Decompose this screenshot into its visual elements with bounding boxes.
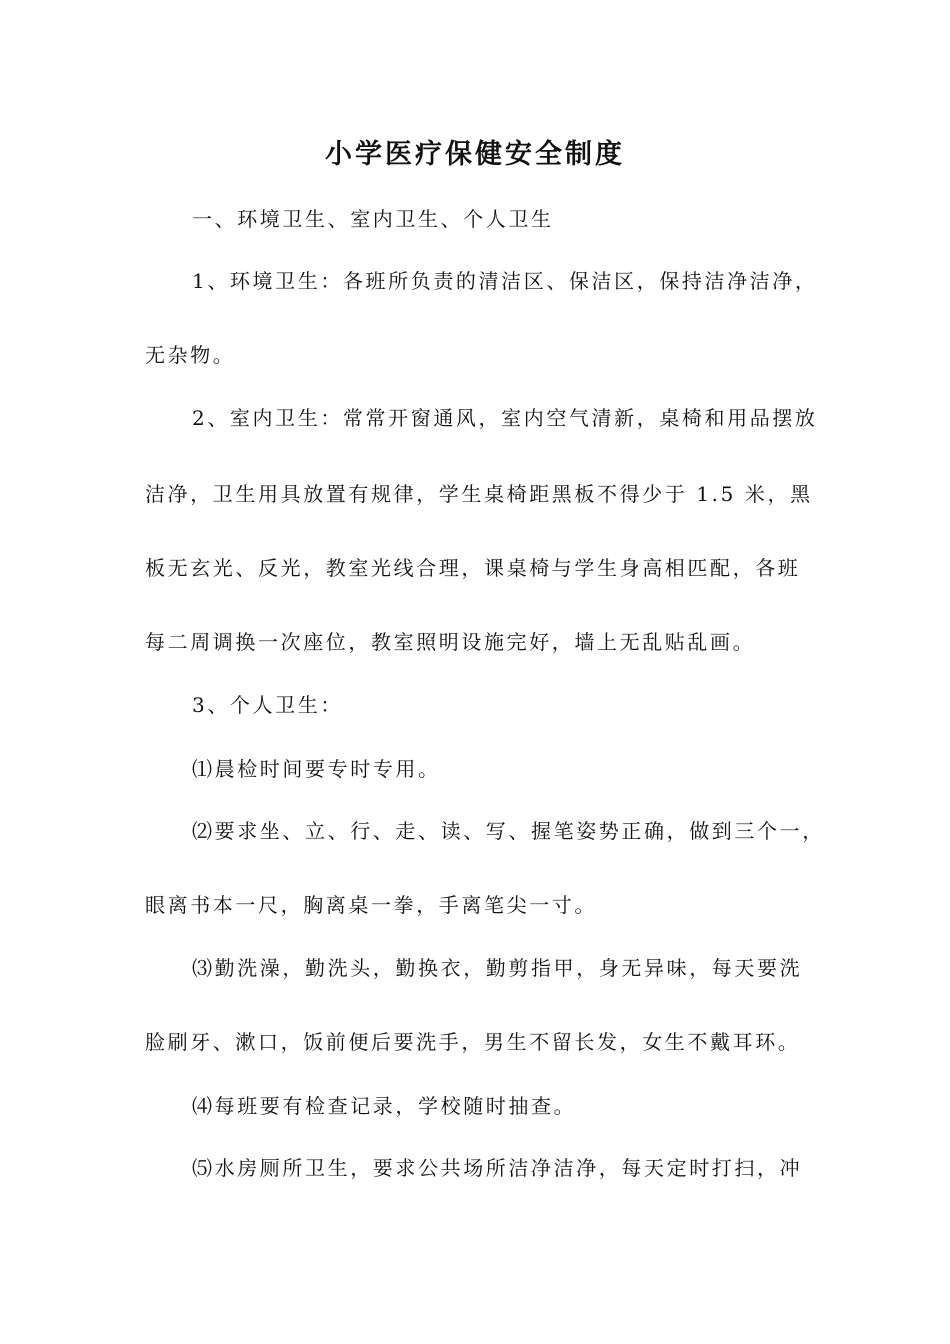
paragraph-line: ⑴晨检时间要专时专用。 — [192, 757, 441, 781]
paragraph-line: 2、室内卫生：常常开窗通风，室内空气清新，桌椅和用品摆放 — [192, 406, 818, 430]
paragraph-line: 每二周调换一次座位，教室照明设施完好，墙上无乱贴乱画。 — [145, 630, 756, 654]
paragraph-line: 板无玄光、反光，教室光线合理，课桌椅与学生身高相匹配，各班 — [145, 556, 801, 580]
paragraph-line: 洁净，卫生用具放置有规律，学生桌椅距黑板不得少于 1.5 米，黑 — [145, 482, 813, 506]
paragraph-line: ⑵要求坐、立、行、走、读、写、握笔姿势正确，做到三个一， — [192, 819, 825, 843]
paragraph-line: ⑶勤洗澡，勤洗头，勤换衣，勤剪指甲，身无异味，每天要洗 — [192, 956, 803, 980]
section-heading: 一、环境卫生、室内卫生、个人卫生 — [192, 207, 554, 231]
paragraph-line: ⑸水房厕所卫生，要求公共场所洁净洁净，每天定时打扫，冲 — [192, 1156, 803, 1180]
paragraph-line: 脸刷牙、漱口，饭前便后要洗手，男生不留长发，女生不戴耳环。 — [145, 1030, 801, 1054]
document-title: 小学医疗保健安全制度 — [325, 139, 625, 170]
paragraph-line: ⑷每班要有检查记录，学校随时抽查。 — [192, 1094, 577, 1118]
paragraph-line: 眼离书本一尺，胸离桌一拳，手离笔尖一寸。 — [145, 893, 597, 917]
paragraph-line: 1、环境卫生：各班所负责的清洁区、保洁区，保持洁净洁净， — [192, 269, 818, 293]
paragraph-line: 无杂物。 — [145, 343, 236, 367]
paragraph-line: 3、个人卫生： — [192, 693, 343, 717]
